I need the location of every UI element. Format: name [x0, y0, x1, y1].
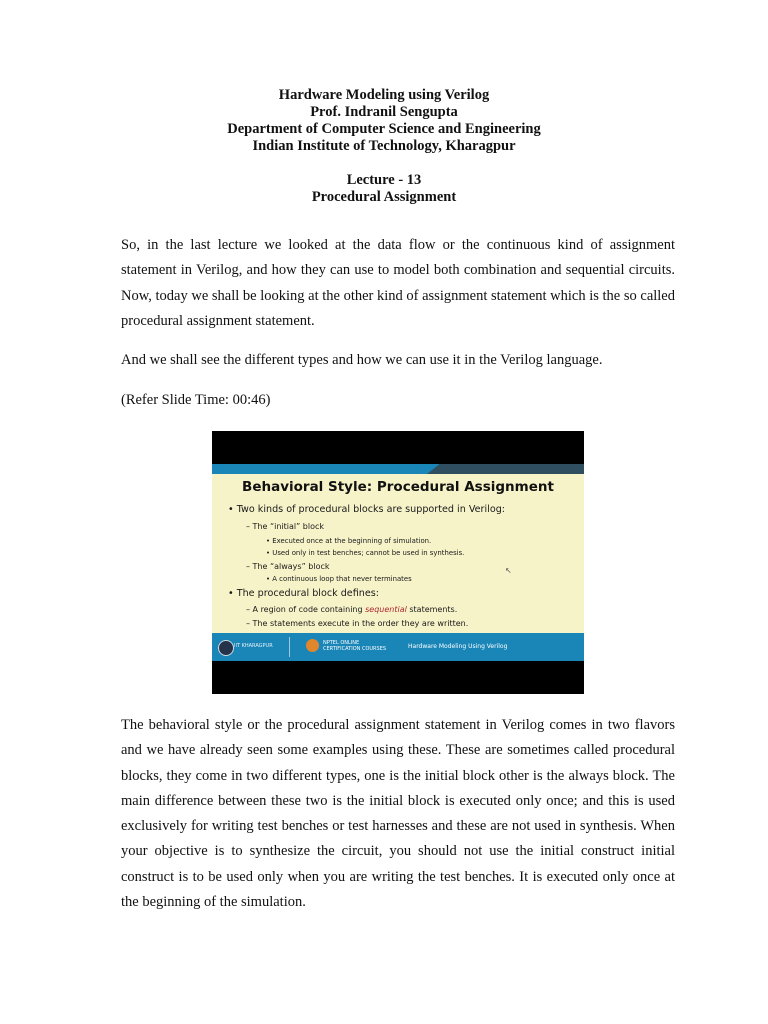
bullet-icon: •	[266, 549, 271, 557]
bullet-icon: •	[266, 575, 271, 583]
dash-icon: –	[246, 522, 250, 531]
slide-sub-bullet-order: – The statements execute in the order they are written.	[246, 619, 469, 628]
paragraph-behavioral-style: The behavioral style or the procedural assignment statement in Verilog comes in two flavors and we have already seen some examples using these. These are sometimes called procedural blocks, they come in two different types, one is the initial block other is the always block. The main difference between these two is the initial block is executed only once; and this is used exclusively for writing test benches or test harnesses and these are not used in synthesis. When your objective is to synthesize the circuit, you should not use the initial construct initial construct is to be used only when you are writing the test benches. It is executed only once at the beginning of the simulation.	[121, 717, 675, 911]
dash-icon: –	[246, 619, 250, 628]
slide-top-band-accent	[427, 464, 584, 474]
iit-logo-icon	[218, 640, 234, 656]
slide-bullet-2: • The procedural block defines:	[228, 588, 379, 599]
dash-icon: –	[246, 562, 250, 571]
mouse-cursor-icon: ↖	[505, 566, 512, 575]
bullet-icon: •	[228, 504, 234, 515]
department-name: Department of Computer Science and Engineering	[227, 121, 541, 137]
footer-nptel-label: NPTEL ONLINE CERTIFICATION COURSES	[323, 640, 387, 652]
course-title: Hardware Modeling using Verilog	[278, 87, 490, 103]
slide-sub-sub-bullet-2: • Used only in test benches; cannot be used in synthesis.	[266, 549, 465, 557]
slide-bullet-1: • Two kinds of procedural blocks are supported in Verilog:	[228, 504, 506, 515]
professor-name: Prof. Indranil Sengupta	[310, 104, 458, 120]
slide-sub-sub-bullet-1: • Executed once at the beginning of simulation.	[266, 537, 432, 545]
paragraph-types: And we shall see the different types and how we can use it in the Verilog language.	[121, 352, 603, 368]
footer-iit-label: IIT KHARAGPUR	[234, 643, 273, 649]
slide-time-reference: (Refer Slide Time: 00:46)	[121, 392, 271, 408]
slide-footer	[212, 633, 584, 661]
bullet-icon: •	[228, 588, 234, 599]
document-header	[0, 87, 768, 206]
bullet-icon: •	[266, 537, 271, 545]
institute-name: Indian Institute of Technology, Kharagpur	[252, 138, 516, 154]
lecture-number: Lecture - 13	[346, 172, 422, 188]
footer-course-name: Hardware Modeling Using Verilog	[408, 643, 508, 650]
paragraph-intro: So, in the last lecture we looked at the data flow or the continuous kind of assignment statement in Verilog, and how they can use to model both combination and sequential circuits. Now, today we shall be looking at the other kind of assignment statement which is the so called procedural assignment statement.	[121, 237, 675, 329]
slide-sub-sub-bullet-3: • A continuous loop that never terminates	[266, 575, 412, 583]
nptel-logo-icon	[306, 639, 319, 652]
lecture-slide	[212, 431, 584, 694]
footer-divider	[289, 637, 290, 657]
slide-title: Behavioral Style: Procedural Assignment	[242, 479, 554, 495]
slide-sub-bullet-initial: – The “initial” block	[246, 522, 325, 531]
slide-sub-bullet-always: – The “always” block	[246, 562, 330, 571]
dash-icon: –	[246, 605, 250, 614]
lecture-topic: Procedural Assignment	[311, 189, 457, 205]
slide-sub-bullet-region: – A region of code containing sequential statements.	[246, 605, 458, 614]
